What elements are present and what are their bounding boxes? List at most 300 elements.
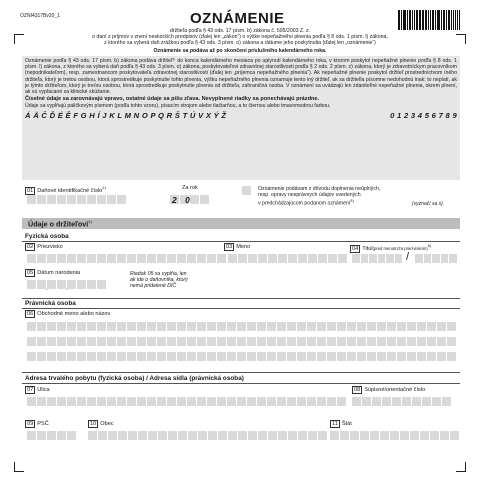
input-cell[interactable] — [277, 397, 286, 406]
input-cell[interactable] — [327, 352, 336, 361]
input-cell[interactable] — [450, 431, 459, 440]
input-cell[interactable] — [370, 431, 379, 440]
input-cell[interactable] — [77, 397, 86, 406]
input-cell[interactable] — [197, 397, 206, 406]
input-cell[interactable] — [257, 337, 266, 346]
input-cell[interactable] — [67, 280, 76, 289]
input-cell[interactable] — [27, 322, 36, 331]
input-cell[interactable] — [317, 352, 326, 361]
input-cell[interactable] — [237, 337, 246, 346]
input-cell[interactable] — [77, 337, 86, 346]
input-cell[interactable] — [57, 280, 66, 289]
input-cell[interactable] — [127, 337, 136, 346]
input-cell[interactable] — [437, 352, 446, 361]
input-cell[interactable] — [197, 322, 206, 331]
input-cell[interactable] — [360, 431, 369, 440]
input-cell[interactable] — [362, 397, 371, 406]
input-cell[interactable] — [107, 322, 116, 331]
input-cell[interactable] — [449, 254, 457, 263]
input-cell[interactable] — [37, 352, 46, 361]
input-cell[interactable] — [117, 254, 126, 263]
input-cell[interactable] — [417, 337, 426, 346]
business-name-row-3[interactable] — [27, 352, 456, 361]
input-cell[interactable] — [97, 280, 106, 289]
input-cell[interactable] — [167, 337, 176, 346]
input-cell[interactable] — [412, 397, 421, 406]
input-cell[interactable] — [287, 337, 296, 346]
input-cell[interactable] — [147, 352, 156, 361]
input-cell[interactable] — [137, 397, 146, 406]
input-cell[interactable] — [297, 337, 306, 346]
input-cell[interactable] — [237, 322, 246, 331]
corner-mark-bottom-right — [456, 462, 466, 472]
input-cell[interactable] — [337, 352, 346, 361]
input-cell[interactable] — [317, 397, 326, 406]
input-cell[interactable] — [127, 352, 136, 361]
input-cell[interactable] — [267, 397, 276, 406]
input-cell[interactable] — [218, 431, 227, 440]
city-input[interactable] — [88, 431, 327, 440]
input-cell[interactable] — [317, 322, 326, 331]
input-cell[interactable] — [47, 352, 56, 361]
input-cell[interactable] — [437, 337, 446, 346]
input-cell[interactable] — [258, 431, 267, 440]
input-cell[interactable] — [422, 397, 431, 406]
corner-mark-top-right — [456, 34, 466, 44]
input-cell[interactable] — [188, 431, 197, 440]
input-cell[interactable] — [27, 195, 36, 204]
input-cell[interactable] — [397, 322, 406, 331]
input-cell[interactable] — [277, 352, 286, 361]
input-cell[interactable] — [307, 322, 316, 331]
form-code: OZNI4317Bv20_1 — [20, 13, 61, 19]
input-cell[interactable] — [87, 280, 96, 289]
input-cell[interactable] — [198, 431, 207, 440]
input-cell[interactable] — [338, 254, 347, 263]
input-cell[interactable] — [147, 337, 156, 346]
input-cell[interactable] — [177, 337, 186, 346]
input-cell[interactable] — [217, 352, 226, 361]
input-cell[interactable] — [167, 352, 176, 361]
input-cell[interactable] — [77, 322, 86, 331]
input-cell[interactable] — [187, 322, 196, 331]
input-cell[interactable] — [317, 337, 326, 346]
surname-input[interactable] — [27, 254, 226, 263]
input-cell[interactable] — [167, 397, 176, 406]
input-cell[interactable] — [207, 397, 216, 406]
input-cell[interactable] — [228, 254, 237, 263]
input-cell[interactable] — [392, 397, 401, 406]
input-cell[interactable] — [432, 254, 440, 263]
input-cell[interactable] — [327, 337, 336, 346]
input-cell[interactable] — [400, 431, 409, 440]
input-cell[interactable] — [27, 397, 36, 406]
input-cell[interactable] — [432, 397, 441, 406]
input-cell[interactable] — [258, 254, 267, 263]
input-cell[interactable] — [377, 352, 386, 361]
input-cell[interactable] — [307, 337, 316, 346]
input-cell[interactable] — [352, 397, 361, 406]
input-cell[interactable] — [107, 337, 116, 346]
input-cell[interactable] — [47, 280, 56, 289]
input-cell[interactable] — [97, 254, 106, 263]
input-cell[interactable] — [407, 322, 416, 331]
input-cell[interactable] — [117, 322, 126, 331]
input-cell[interactable] — [397, 352, 406, 361]
input-cell[interactable] — [407, 337, 416, 346]
input-cell[interactable] — [27, 337, 36, 346]
input-cell[interactable] — [297, 322, 306, 331]
input-cell[interactable] — [427, 337, 436, 346]
input-cell[interactable] — [177, 352, 186, 361]
input-cell[interactable] — [441, 254, 449, 263]
input-cell[interactable] — [27, 254, 36, 263]
input-cell[interactable] — [27, 352, 36, 361]
input-cell[interactable] — [442, 397, 451, 406]
input-cell[interactable] — [387, 337, 396, 346]
street-number-input[interactable] — [352, 397, 451, 406]
input-cell[interactable] — [88, 431, 97, 440]
correction-checkbox[interactable] — [242, 186, 251, 195]
input-cell[interactable] — [288, 431, 297, 440]
input-cell[interactable] — [97, 352, 106, 361]
input-cell[interactable] — [27, 280, 36, 289]
input-cell[interactable] — [57, 431, 66, 440]
input-cell[interactable] — [278, 431, 287, 440]
input-cell[interactable] — [287, 322, 296, 331]
input-cell[interactable] — [318, 254, 327, 263]
input-cell[interactable] — [98, 431, 107, 440]
input-cell[interactable] — [227, 352, 236, 361]
input-cell[interactable] — [67, 254, 76, 263]
input-cell[interactable] — [387, 352, 396, 361]
input-cell[interactable] — [57, 322, 66, 331]
input-cell[interactable] — [67, 322, 76, 331]
input-cell[interactable] — [207, 337, 216, 346]
input-cell[interactable] — [207, 254, 216, 263]
input-cell[interactable] — [347, 337, 356, 346]
input-cell[interactable] — [337, 397, 346, 406]
input-cell[interactable] — [107, 397, 116, 406]
input-cell[interactable] — [47, 195, 56, 204]
input-cell[interactable] — [177, 397, 186, 406]
input-cell[interactable] — [57, 397, 66, 406]
input-cell[interactable] — [267, 322, 276, 331]
input-cell[interactable] — [357, 322, 366, 331]
input-cell[interactable] — [308, 254, 317, 263]
input-cell[interactable] — [77, 352, 86, 361]
input-cell[interactable] — [200, 195, 209, 204]
input-cell[interactable] — [427, 352, 436, 361]
input-cell[interactable] — [47, 337, 56, 346]
input-cell[interactable] — [87, 322, 96, 331]
input-cell[interactable] — [227, 337, 236, 346]
input-cell[interactable] — [37, 195, 46, 204]
info-paragraph: Oznámenie podľa § 43 ods. 17 písm. b) zákona podáva držiteľ¹⁾ do konca kalendárneho mesiaca po uplynutí kalendárneho roka, v ktorom poskytol nepeňažné plnenie podľa § 8 ods. 1 písm. l) zákona, z ktorého sa vyberá daň podľa § 43 ods. 3 písm. o) zákona, poskytovateľovi zdravotnej starostlivosti podľa § 2 ods. 2 písm. z) zákona, ktorý je zdravotníckym pracovníkom (nepodnikateľom), resp. zamestnancom poskytovateľa zdravotnej starostlivosti (ďalej len „príjemca nepeňažného plnenia“). Ak nepeňažné plnenie poskytol držiteľ prostredníctvom iného držiteľa, ktorý je tretou osobou, ktorá sprostredkuje poskytnutie tohto plnenia, výšku nepeňažného plnenia oznamuje tento iný držiteľ, ak sa držiteľia písomne nedohodnú inak; to neplatí, ak je týmto držiteľom, ktorý je treťou osobou, ktorá sprostredkuje poskytnutie plnenia od držiteľa, zahraničná osoba. V oznámení sa uvádzajú len zdaniteľné nepeňažné plnenia, okrem plnení, ak sú vyplácané za klinické skúšanie. — [25, 58, 457, 96]
street-input[interactable] — [27, 397, 346, 406]
input-cell[interactable] — [157, 397, 166, 406]
input-cell[interactable] — [327, 397, 336, 406]
input-cell[interactable] — [277, 322, 286, 331]
input-cell[interactable] — [378, 254, 386, 263]
input-cell[interactable] — [357, 352, 366, 361]
input-cell[interactable] — [248, 431, 257, 440]
input-cell[interactable] — [67, 431, 76, 440]
input-cell[interactable] — [417, 352, 426, 361]
input-cell[interactable] — [424, 254, 432, 263]
input-cell[interactable] — [37, 254, 46, 263]
input-cell[interactable] — [197, 254, 206, 263]
input-cell[interactable] — [288, 254, 297, 263]
business-name-row-1[interactable] — [27, 322, 456, 331]
input-cell[interactable] — [147, 397, 156, 406]
input-cell[interactable] — [217, 322, 226, 331]
input-cell[interactable] — [350, 431, 359, 440]
input-cell[interactable] — [37, 397, 46, 406]
correction-text — [258, 186, 418, 207]
input-cell[interactable] — [117, 397, 126, 406]
input-cell[interactable] — [227, 397, 236, 406]
input-cell[interactable] — [328, 254, 337, 263]
input-cell[interactable] — [298, 431, 307, 440]
input-cell[interactable] — [137, 337, 146, 346]
input-cell[interactable] — [380, 431, 389, 440]
input-cell[interactable] — [47, 431, 56, 440]
input-cell[interactable] — [228, 431, 237, 440]
input-cell[interactable] — [287, 352, 296, 361]
input-cell[interactable] — [347, 322, 356, 331]
input-cell[interactable] — [57, 337, 66, 346]
input-cell[interactable] — [67, 397, 76, 406]
input-cell[interactable] — [37, 337, 46, 346]
input-cell[interactable] — [87, 352, 96, 361]
input-cell[interactable] — [57, 352, 66, 361]
input-cell[interactable] — [37, 322, 46, 331]
input-cell[interactable] — [420, 431, 429, 440]
input-cell[interactable] — [268, 431, 277, 440]
input-cell[interactable] — [97, 337, 106, 346]
input-cell[interactable] — [47, 254, 56, 263]
input-cell[interactable] — [37, 280, 46, 289]
input-cell[interactable] — [127, 322, 136, 331]
input-cell[interactable] — [107, 254, 116, 263]
input-cell[interactable] — [318, 431, 327, 440]
input-cell[interactable] — [187, 397, 196, 406]
input-cell[interactable] — [268, 254, 277, 263]
input-cell[interactable] — [178, 431, 187, 440]
input-cell[interactable] — [287, 397, 296, 406]
divider — [22, 372, 460, 373]
input-cell[interactable] — [117, 195, 126, 204]
title-after-input[interactable] — [415, 254, 457, 263]
input-cell[interactable] — [127, 254, 136, 263]
input-cell[interactable] — [308, 431, 317, 440]
input-cell[interactable] — [137, 322, 146, 331]
input-cell[interactable] — [372, 397, 381, 406]
input-cell[interactable] — [147, 254, 156, 263]
zip-input[interactable] — [27, 431, 76, 440]
input-cell[interactable] — [87, 254, 96, 263]
input-cell[interactable] — [417, 322, 426, 331]
input-cell[interactable] — [427, 322, 436, 331]
input-cell[interactable] — [386, 254, 394, 263]
input-cell[interactable] — [37, 431, 46, 440]
input-cell[interactable] — [237, 397, 246, 406]
input-cell[interactable] — [197, 352, 206, 361]
input-cell[interactable] — [187, 337, 196, 346]
input-cell[interactable] — [77, 195, 86, 204]
input-cell[interactable] — [158, 431, 167, 440]
input-cell[interactable] — [367, 352, 376, 361]
input-cell[interactable] — [440, 431, 449, 440]
input-cell[interactable] — [278, 254, 287, 263]
state-input[interactable] — [330, 431, 459, 440]
input-cell[interactable] — [347, 352, 356, 361]
input-cell[interactable] — [157, 337, 166, 346]
input-cell[interactable] — [77, 280, 86, 289]
input-cell[interactable] — [237, 352, 246, 361]
input-cell[interactable] — [147, 322, 156, 331]
input-cell[interactable] — [97, 195, 106, 204]
input-cell[interactable] — [390, 431, 399, 440]
input-cell[interactable] — [87, 397, 96, 406]
input-cell[interactable] — [168, 431, 177, 440]
input-cell[interactable] — [257, 397, 266, 406]
input-cell[interactable] — [187, 254, 196, 263]
input-cell[interactable] — [369, 254, 377, 263]
input-cell[interactable] — [107, 352, 116, 361]
input-cell[interactable] — [187, 352, 196, 361]
input-cell[interactable] — [247, 352, 256, 361]
input-cell[interactable] — [137, 352, 146, 361]
input-cell[interactable] — [247, 397, 256, 406]
input-cell[interactable] — [337, 322, 346, 331]
input-cell[interactable] — [128, 431, 137, 440]
input-cell[interactable] — [247, 322, 256, 331]
input-cell[interactable] — [361, 254, 369, 263]
input-cell[interactable] — [352, 254, 360, 263]
input-cell[interactable] — [238, 254, 247, 263]
input-cell[interactable] — [197, 337, 206, 346]
input-cell[interactable] — [248, 254, 257, 263]
input-cell[interactable] — [217, 397, 226, 406]
input-cell[interactable] — [307, 352, 316, 361]
input-cell[interactable] — [57, 195, 66, 204]
input-cell[interactable] — [87, 337, 96, 346]
input-cell[interactable] — [137, 254, 146, 263]
input-cell[interactable] — [207, 352, 216, 361]
input-cell[interactable] — [327, 322, 336, 331]
input-cell[interactable] — [307, 397, 316, 406]
input-cell[interactable] — [118, 431, 127, 440]
input-cell[interactable] — [257, 352, 266, 361]
input-cell[interactable] — [382, 397, 391, 406]
input-cell[interactable] — [277, 337, 286, 346]
divider — [22, 241, 460, 242]
input-cell[interactable] — [167, 322, 176, 331]
input-cell[interactable] — [177, 322, 186, 331]
input-cell[interactable] — [148, 431, 157, 440]
input-cell[interactable] — [407, 352, 416, 361]
input-cell[interactable] — [67, 352, 76, 361]
input-cell[interactable] — [395, 254, 403, 263]
input-cell[interactable] — [340, 431, 349, 440]
input-cell[interactable] — [297, 352, 306, 361]
input-cell[interactable] — [67, 337, 76, 346]
input-cell[interactable] — [298, 254, 307, 263]
input-cell[interactable] — [447, 322, 456, 331]
input-cell[interactable] — [127, 397, 136, 406]
input-cell[interactable] — [47, 322, 56, 331]
business-name-row-2[interactable] — [27, 337, 456, 346]
input-cell[interactable] — [87, 195, 96, 204]
input-cell[interactable] — [377, 337, 386, 346]
input-cell[interactable] — [402, 397, 411, 406]
input-cell[interactable] — [437, 322, 446, 331]
input-cell[interactable] — [108, 431, 117, 440]
input-cell[interactable] — [397, 337, 406, 346]
input-cell[interactable] — [97, 322, 106, 331]
input-cell[interactable] — [217, 337, 226, 346]
input-cell[interactable] — [208, 431, 217, 440]
field-number-01: 01 — [27, 187, 34, 194]
input-cell[interactable] — [57, 254, 66, 263]
input-cell[interactable] — [267, 352, 276, 361]
input-cell[interactable] — [447, 352, 456, 361]
input-cell[interactable] — [207, 322, 216, 331]
input-cell[interactable] — [107, 195, 116, 204]
input-cell[interactable] — [157, 322, 166, 331]
input-cell[interactable] — [27, 431, 36, 440]
input-cell[interactable] — [430, 431, 439, 440]
input-cell[interactable] — [157, 352, 166, 361]
input-cell[interactable] — [167, 254, 176, 263]
input-cell[interactable] — [257, 322, 266, 331]
title-before-input[interactable] — [352, 254, 402, 263]
birth-date-dot-2: . — [66, 285, 68, 292]
input-cell[interactable] — [410, 431, 419, 440]
name-input[interactable] — [228, 254, 347, 263]
input-cell[interactable] — [97, 397, 106, 406]
input-cell[interactable] — [447, 337, 456, 346]
input-cell[interactable] — [77, 254, 86, 263]
input-cell[interactable] — [415, 254, 423, 263]
input-cell[interactable] — [177, 254, 186, 263]
input-cell[interactable] — [337, 337, 346, 346]
input-cell[interactable] — [157, 254, 166, 263]
input-cell[interactable] — [247, 337, 256, 346]
input-cell[interactable] — [238, 431, 247, 440]
input-cell[interactable] — [67, 195, 76, 204]
input-cell[interactable] — [267, 337, 276, 346]
input-cell[interactable] — [117, 337, 126, 346]
input-cell[interactable] — [367, 322, 376, 331]
input-cell[interactable] — [138, 431, 147, 440]
input-cell[interactable] — [117, 352, 126, 361]
input-cell[interactable] — [227, 322, 236, 331]
input-cell[interactable] — [297, 397, 306, 406]
input-cell[interactable] — [330, 431, 339, 440]
input-cell[interactable] — [357, 337, 366, 346]
barcode-bar — [453, 10, 454, 30]
input-cell[interactable] — [217, 254, 226, 263]
input-cell[interactable] — [367, 337, 376, 346]
input-cell[interactable] — [377, 322, 386, 331]
tax-id-input[interactable] — [27, 195, 126, 204]
birth-note — [130, 271, 188, 290]
input-cell[interactable] — [387, 322, 396, 331]
input-cell[interactable] — [47, 397, 56, 406]
